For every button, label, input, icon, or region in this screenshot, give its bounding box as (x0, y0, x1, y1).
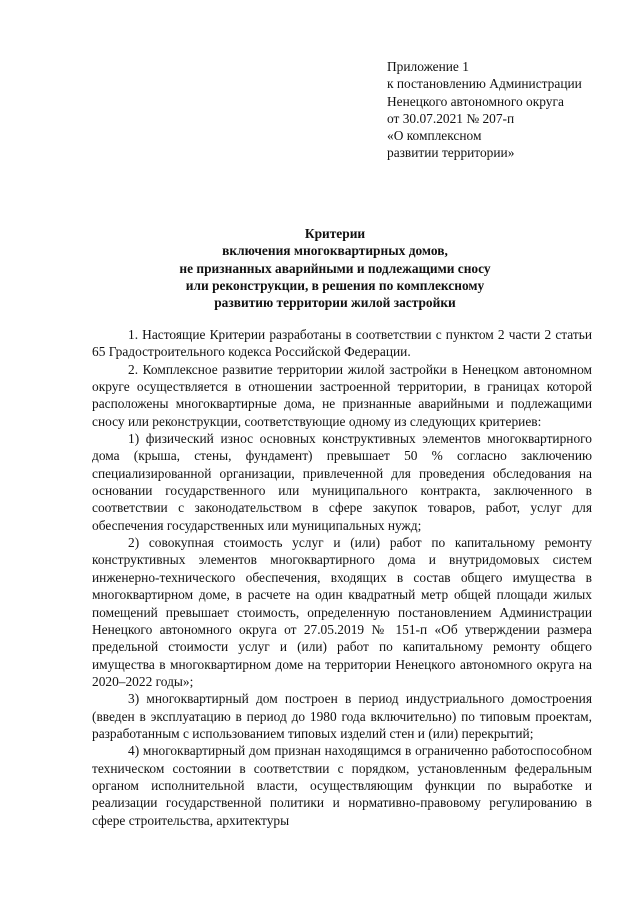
appendix-line: «О комплексном (387, 128, 482, 144)
title-line: Критерии (304, 226, 366, 241)
criterion-3: 3) многоквартирный дом построен в период индустриального домостроения (введен в эксплуатацию в период до 1980 года включительно) по типовым проектам, разработанным с использованием типовых изделий стен и (или) перекрытий; (92, 691, 592, 741)
appendix-line: от 30.07.2021 № 207-п (387, 110, 515, 126)
document-body (92, 326, 592, 829)
appendix-line: Ненецкого автономного округа (387, 93, 564, 109)
appendix-line: к постановлению Администрации (387, 76, 582, 92)
paragraph-1: 1. Настоящие Критерии разработаны в соответствии с пунктом 2 части 2 статьи 65 Градостроительного кодекса Российской Федерации. (92, 327, 592, 360)
criterion-4: 4) многоквартирный дом признан находящимся в ограниченно работоспособном техническом состоянии в соответствии с порядком, установленным федеральным органом исполнительной власти, осуществляющим функции по выработке и реализации государственной политики и нормативно-правовому регулированию в сфере строительства, архитектуры (92, 743, 592, 828)
paragraph-2: 2. Комплексное развитие территории жилой застройки в Ненецком автономном округе осуществляется в отношении застроенной территории, в границах которой расположены многоквартирные дома, не признанные аварийными и подлежащими сносу или реконструкции, соответствующие одному из следующих критериев: (92, 361, 592, 429)
title-line: развитию территории жилой застройки (214, 295, 456, 311)
criterion-1: 1) физический износ основных конструктивных элементов многоквартирного дома (крыша, стены, фундамент) превышает 50 % согласно заключению специализированной организации, привлеченной для проведения обследования на основании государственного или муниципального контракта, заключенного в соответствии с законодательством в сфере закупок товаров, работ, услуг для обеспечения государственных или муниципальных нужд; (92, 431, 592, 533)
document-title (92, 225, 578, 311)
appendix-line: Приложение 1 (387, 59, 469, 74)
title-line: не признанных аварийными и подлежащими сносу (179, 260, 491, 276)
appendix-header (387, 58, 627, 162)
title-line: включения многоквартирных домов, (222, 243, 448, 259)
title-line: или реконструкции, в решения по комплексному (185, 277, 485, 293)
appendix-line: развитии территории» (387, 145, 515, 161)
criterion-2: 2) совокупная стоимость услуг и (или) работ по капитальному ремонту конструктивных элементов многоквартирного дома и внутридомовых систем инженерно-технического обеспечения, входящих в состав общего имущества в многоквартирном доме, в расчете на один квадратный метр общей площади жилых помещений превышает стоимость, определенную постановлением Администрации Ненецкого автономного округа от 27.05.2019 № 151-п «Об утверждении размера предельной стоимости услуг и (или) работ по капитальному ремонту общего имущества в многоквартирном доме на территории Ненецкого автономного округа на 2020–2022 годы»; (92, 535, 592, 689)
